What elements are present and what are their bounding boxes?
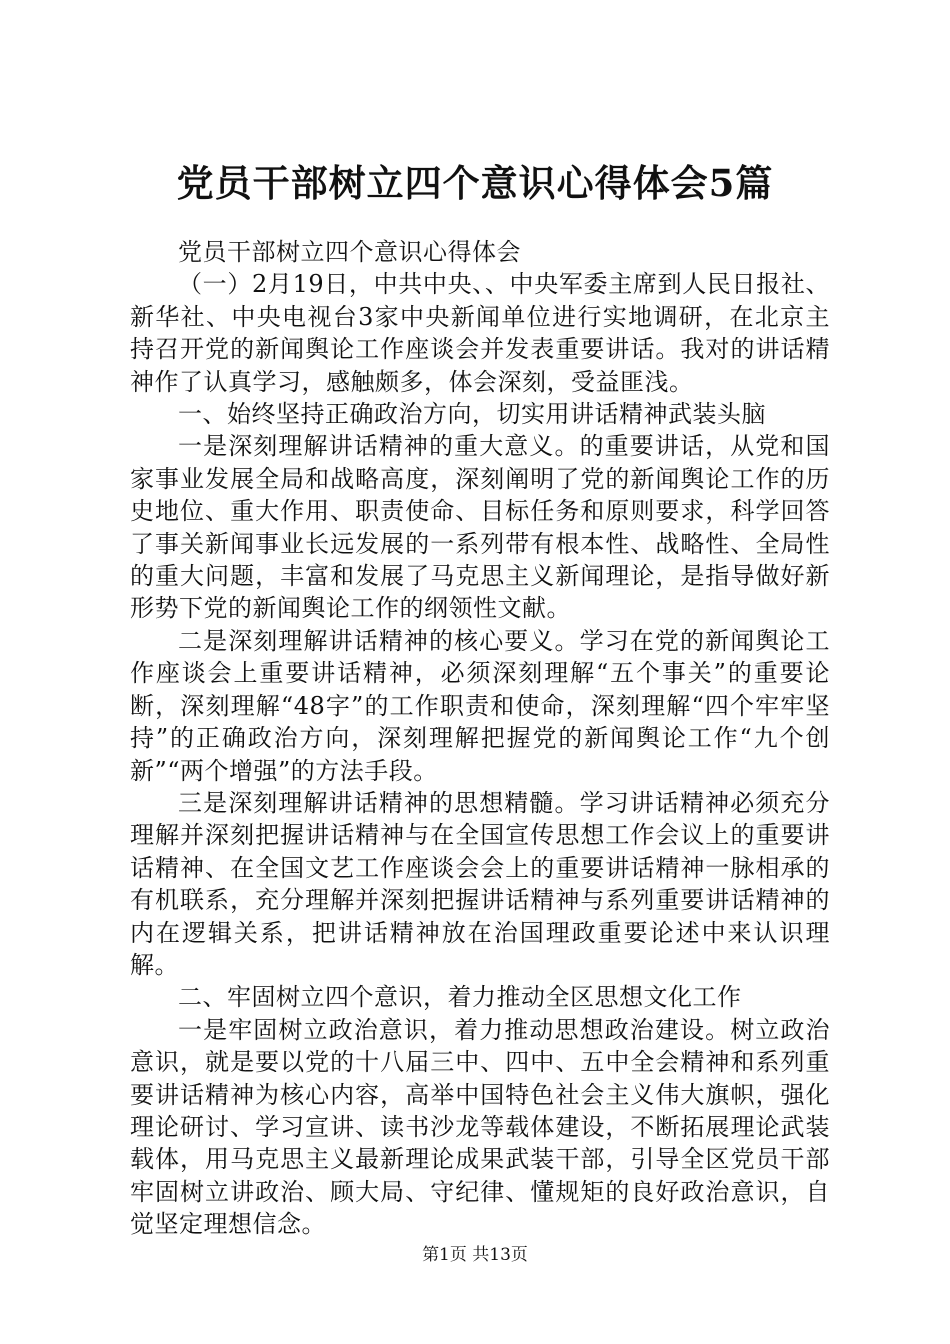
section-heading-1: 一、始终坚持正确政治方向，切实用讲话精神武装头脑 [178,400,766,429]
paragraph-intro: （一）2月19日，中共中央、、中央军委主席到人民日报社、新华社、中央电视台3家中央新闻单位进行实地调研，在北京主持召开党的新闻舆论工作座谈会并发表重要讲话。我对的讲话精神作了认真学习，感触颇多，体会深刻，受益匪浅。 [130,270,830,396]
page-footer: 第1页 共13页 [422,1245,528,1265]
paragraph-point-2: 二是深刻理解讲话精神的核心要义。学习在党的新闻舆论工作座谈会上重要讲话精神，必须深刻理解“五个事关”的重要论断，深刻理解“48字”的工作职责和使命，深刻理解“四个牢牢坚持”的正确政治方向，深刻理解把握党的新闻舆论工作“九个创新”“两个增强”的方法手段。 [130,626,830,785]
document-title: 党员干部树立四个意识心得体会5篇 [176,161,774,205]
document-subtitle: 党员干部树立四个意识心得体会 [178,238,521,266]
section-heading-2: 二、牢固树立四个意识，着力推动全区思想文化工作 [178,983,742,1012]
document-body [130,236,830,1241]
paragraph-point-1: 一是深刻理解讲话精神的重大意义。的重要讲话，从党和国家事业发展全局和战略高度，深刻阐明了党的新闻舆论工作的历史地位、重大作用、职责使命、目标任务和原则要求，科学回答了事关新闻事业长远发展的一系列带有根本性、战略性、全局性的重大问题，丰富和发展了马克思主义新闻理论，是指导做好新形势下党的新闻舆论工作的纲领性文献。 [130,432,830,623]
paragraph-point-3: 三是深刻理解讲话精神的思想精髓。学习讲话精神必须充分理解并深刻把握讲话精神与在全国宣传思想工作会议上的重要讲话精神、在全国文艺工作座谈会会上的重要讲话精神一脉相承的有机联系，充分理解并深刻把握讲话精神与系列重要讲话精神的内在逻辑关系，把讲话精神放在治国理政重要论述中来认识理解。 [130,788,830,979]
paragraph-point-4: 一是牢固树立政治意识，着力推动思想政治建设。树立政治意识，就是要以党的十八届三中、四中、五中全会精神和系列重要讲话精神为核心内容，高举中国特色社会主义伟大旗帜，强化理论研讨、学习宣讲、读书沙龙等载体建设，不断拓展理论武装载体，用马克思主义最新理论成果武装干部，引导全区党员干部牢固树立讲政治、顾大局、守纪律、懂规矩的良好政治意识，自觉坚定理想信念。 [130,1015,830,1239]
